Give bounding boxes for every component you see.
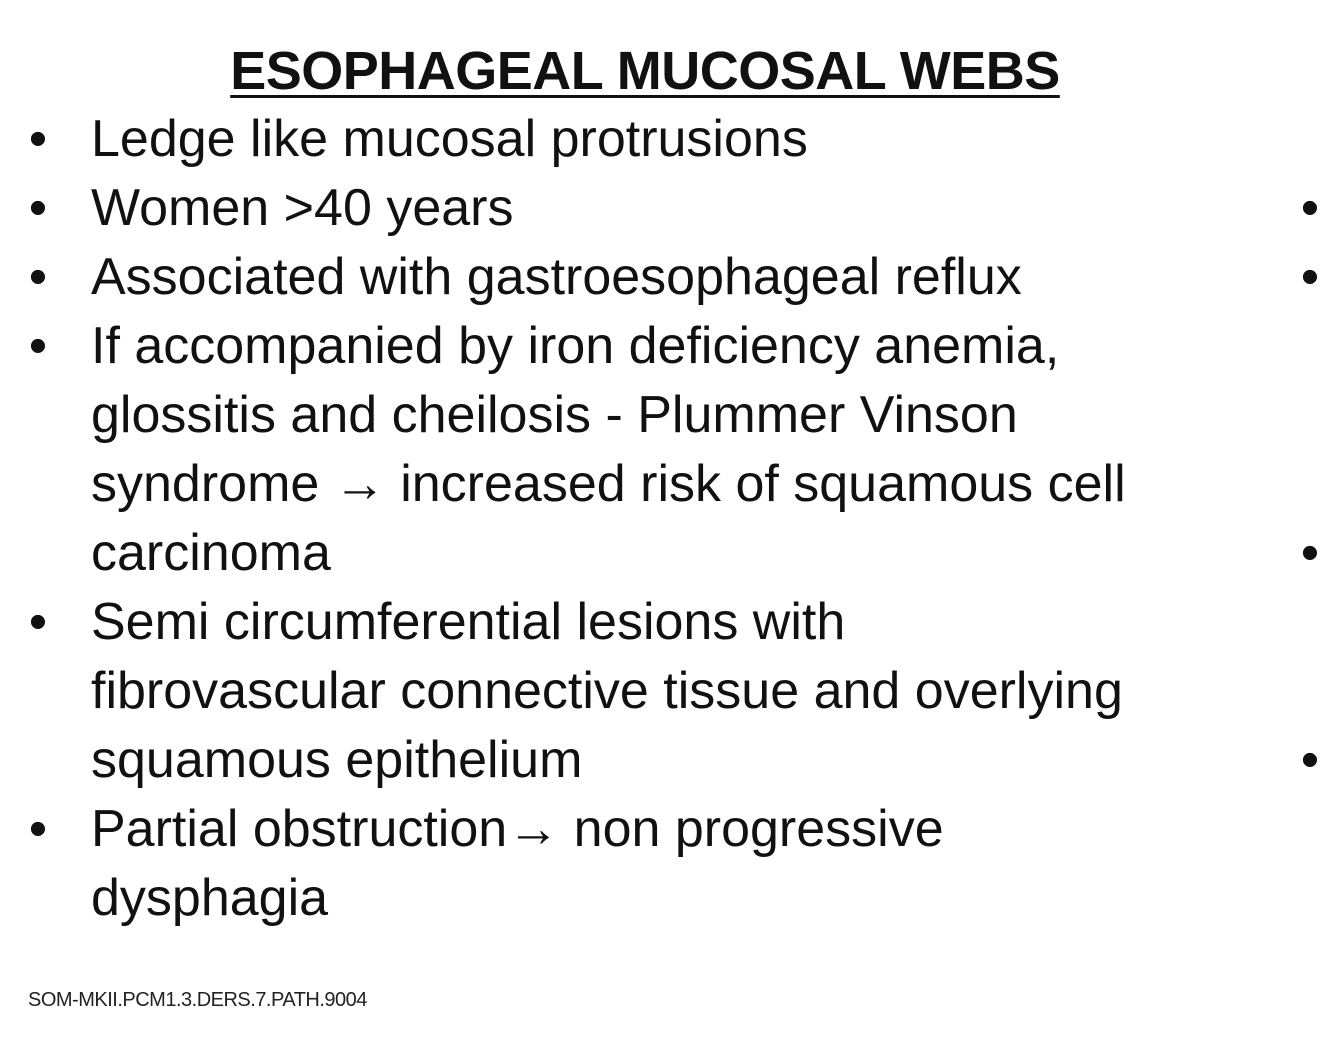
bullet-dot-icon: • — [28, 317, 48, 375]
bullet-dot-icon: • — [28, 179, 48, 237]
bullet-text: Partial obstruction→ non progressive dysphagia — [91, 800, 944, 927]
bullet-item — [0, 105, 1290, 174]
bullet-text: Semi circumferential lesions with fibrovascular connective tissue and overlying squamous epithelium — [91, 593, 1123, 789]
bullet-text: If accompanied by iron deficiency anemia, glossitis and cheilosis - Plummer Vinson syndrome → increased risk of squamous cell carcinoma — [91, 317, 1126, 582]
edge-bullet-dot-icon: • — [1300, 179, 1320, 237]
bullet-dot-icon: • — [28, 110, 48, 168]
bullet-text: Ledge like mucosal protrusions — [91, 110, 808, 168]
bullet-item — [0, 312, 1290, 588]
edge-bullet-dot-icon: • — [1300, 731, 1320, 789]
bullet-dot-icon: • — [28, 800, 48, 858]
bullet-text: Women >40 years — [91, 179, 514, 237]
bullet-dot-icon: • — [28, 248, 48, 306]
edge-bullet-dot-icon: • — [1300, 248, 1320, 306]
edge-bullet-dot-icon: • — [1300, 524, 1320, 582]
bullet-item — [0, 795, 1290, 933]
bullet-item — [0, 243, 1290, 312]
bullet-list — [0, 105, 1290, 933]
bullet-dot-icon: • — [28, 593, 48, 651]
slide-footer-code: SOM-MKII.PCM1.3.DERS.7.PATH.9004 — [28, 989, 367, 1011]
bullet-item — [0, 588, 1290, 795]
slide-title: ESOPHAGEAL MUCOSAL WEBS — [230, 41, 1060, 101]
bullet-text: Associated with gastroesophageal reflux — [91, 248, 1022, 306]
bullet-item — [0, 174, 1290, 243]
